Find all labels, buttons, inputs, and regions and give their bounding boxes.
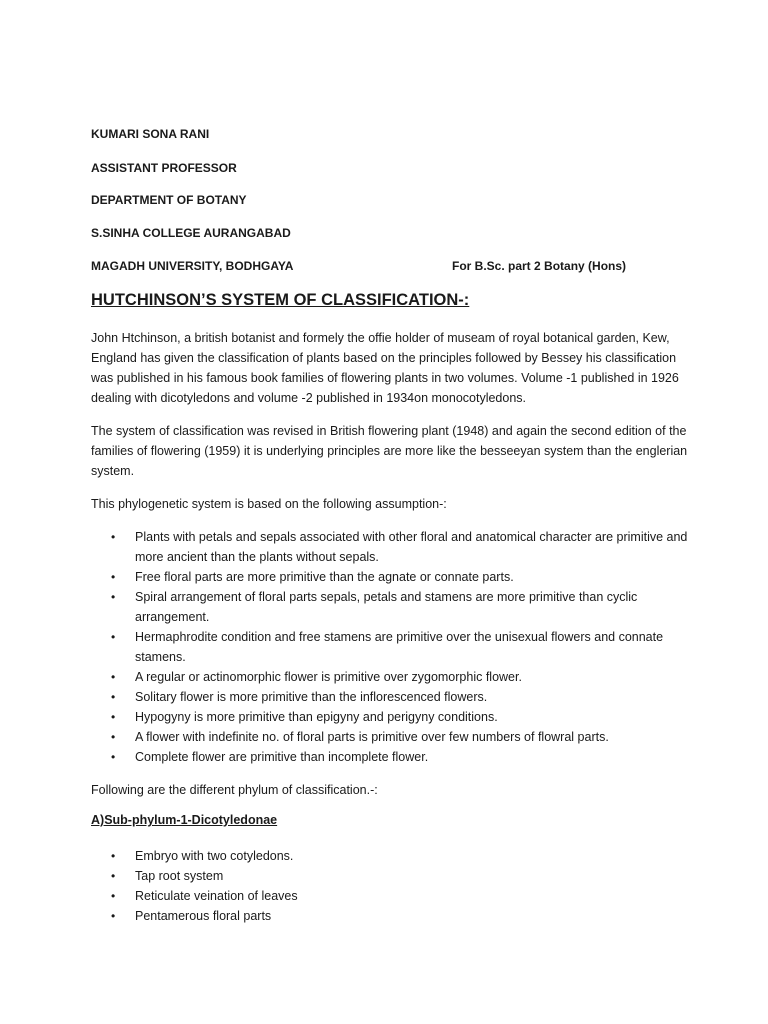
list-item: • Reticulate veination of leaves: [91, 886, 691, 906]
bullet-icon: •: [111, 909, 116, 923]
bullet-icon: •: [111, 869, 116, 883]
bullet-icon: •: [111, 710, 116, 724]
course-label: For B.Sc. part 2 Botany (Hons): [452, 259, 627, 273]
bullet-icon: •: [111, 570, 116, 584]
list-item: • Spiral arrangement of floral parts sepals, petals and stamens are more primitive than cyclic arrangement.: [91, 587, 691, 627]
dicot-character-list: [91, 846, 691, 926]
list-item: • Plants with petals and sepals associated with other floral and anatomical character are primitive and more ancient than the plants without sepals.: [91, 527, 691, 567]
bullet-icon: •: [111, 530, 116, 544]
list-item: • A regular or actinomorphic flower is primitive over zygomorphic flower.: [91, 667, 691, 687]
assumption-intro: This phylogenetic system is based on the following assumption-:: [91, 497, 447, 511]
list-item: • Pentamerous floral parts: [91, 906, 691, 926]
list-item: • Hermaphrodite condition and free stamens are primitive over the unisexual flowers and connate stamens.: [91, 627, 691, 667]
author-college: S.SINHA COLLEGE AURANGABAD: [91, 226, 291, 240]
list-item: • A flower with indefinite no. of floral parts is primitive over few numbers of flowral parts.: [91, 727, 691, 747]
author-name: KUMARI SONA RANI: [91, 127, 210, 141]
author-university: MAGADH UNIVERSITY, BODHGAYA: [91, 259, 294, 273]
assumption-list: [91, 527, 691, 767]
bullet-icon: •: [111, 889, 116, 903]
list-item: • Hypogyny is more primitive than epigyny and perigyny conditions.: [91, 707, 691, 727]
bullet-icon: •: [111, 670, 116, 684]
bullet-icon: •: [111, 750, 116, 764]
bullet-icon: •: [111, 849, 116, 863]
intro-paragraph: John Htchinson, a british botanist and formely the offie holder of museam of royal botanical garden, Kew, England has given the classification of plants based on the principles followed by Bessey his classification was published in his famous book families of flowering plants in two volumes. Volume -1 published in 1926 dealing with dicotyledons and volume -2 published in 1934on monocotyledons.: [91, 331, 679, 405]
list-item: • Embryo with two cotyledons.: [91, 846, 691, 866]
bullet-icon: •: [111, 630, 116, 644]
bullet-icon: •: [111, 690, 116, 704]
list-item: • Tap root system: [91, 866, 691, 886]
phylum-intro: Following are the different phylum of classification.-:: [91, 783, 378, 797]
list-item: • Free floral parts are more primitive than the agnate or connate parts.: [91, 567, 691, 587]
author-position: ASSISTANT PROFESSOR: [91, 161, 237, 175]
document-title: HUTCHINSON’S SYSTEM OF CLASSIFICATION-:: [91, 291, 470, 309]
revision-paragraph: The system of classification was revised in British flowering plant (1948) and again the second edition of the families of flowering (1959) it is underlying principles are more like the besseeyan system than the englerian system.: [91, 424, 688, 478]
list-item: • Complete flower are primitive than incomplete flower.: [91, 747, 691, 767]
subphylum-heading: A)Sub-phylum-1-Dicotyledonae: [91, 813, 278, 827]
bullet-icon: •: [111, 730, 116, 744]
author-department: DEPARTMENT OF BOTANY: [91, 193, 247, 207]
bullet-icon: •: [111, 590, 116, 604]
list-item: • Solitary flower is more primitive than the inflorescenced flowers.: [91, 687, 691, 707]
